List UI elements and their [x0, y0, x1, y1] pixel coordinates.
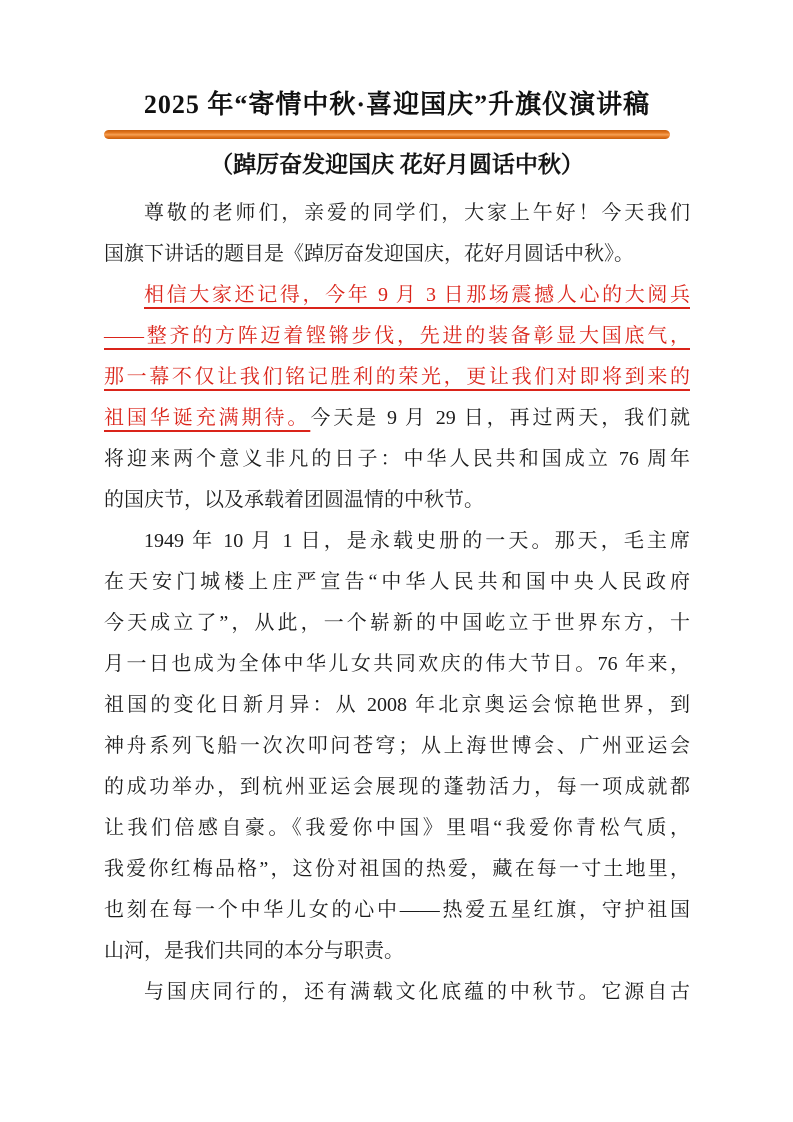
text-line	[104, 767, 690, 808]
text-segment: 我爱你红梅品格”，这份对祖国的热爱，藏在每一寸土地里，	[104, 858, 690, 880]
text-segment: 山河，是我们共同的本分与职责。	[104, 940, 404, 962]
highlighted-text-segment: 祖国华诞充满期待。	[104, 407, 311, 429]
text-segment: 在天安门城楼上庄严宣告“中华人民共和国中央人民政府	[104, 571, 690, 593]
text-line	[104, 521, 690, 562]
text-segment: 今天是 9 月 29 日，再过两天，我们就	[310, 407, 691, 429]
text-line	[104, 603, 690, 644]
text-segment: 1949 年 10 月 1 日，是永载史册的一天。那天，毛主席	[144, 530, 690, 552]
text-segment: 祖国的变化日新月异：从 2008 年北京奥运会惊艳世界，到	[104, 694, 690, 716]
text-line	[104, 275, 690, 316]
document-title: 2025 年“寄情中秋·喜迎国庆”升旗仪演讲稿	[143, 90, 651, 119]
text-segment: 的成功举办，到杭州亚运会展现的蓬勃活力，每一项成就都	[104, 776, 690, 798]
title-divider	[104, 130, 670, 139]
text-line	[104, 972, 690, 1013]
text-line	[104, 234, 690, 275]
text-segment: 让我们倍感自豪。《我爱你中国》里唱“我爱你青松气质，	[104, 817, 690, 839]
text-line	[104, 890, 690, 931]
text-line	[104, 808, 690, 849]
text-line	[104, 439, 690, 480]
text-segment: 国旗下讲话的题目是《踔厉奋发迎国庆，花好月圆话中秋》。	[104, 243, 634, 265]
document-body	[104, 193, 690, 1013]
text-line	[104, 398, 690, 439]
text-segment: 将迎来两个意义非凡的日子：中华人民共和国成立 76 周年	[104, 448, 690, 470]
text-line	[104, 316, 690, 357]
highlighted-text-segment: 相信大家还记得，今年 9 月 3 日那场震撼人心的大阅兵	[144, 284, 690, 306]
text-line	[104, 685, 690, 726]
document-subtitle: （踔厉奋发迎国庆 花好月圆话中秋）	[210, 152, 584, 177]
text-segment: 的国庆节，以及承载着团圆温情的中秋节。	[104, 489, 484, 511]
text-line	[104, 849, 690, 890]
page-content	[104, 0, 690, 1013]
highlighted-text-segment: 那一幕不仅让我们铭记胜利的荣光，更让我们对即将到来的	[104, 366, 690, 388]
text-segment: 月一日也成为全体中华儿女共同欢庆的伟大节日。76 年来，	[104, 653, 690, 675]
text-line	[104, 357, 690, 398]
text-line	[104, 726, 690, 767]
text-segment: 今天成立了”，从此，一个崭新的中国屹立于世界东方，十	[104, 612, 690, 634]
text-segment: 也刻在每一个中华儿女的心中——热爱五星红旗，守护祖国	[104, 899, 690, 921]
text-line	[104, 480, 690, 521]
highlighted-text-segment: ——整齐的方阵迈着铿锵步伐，先进的装备彰显大国底气，	[104, 325, 690, 347]
text-line	[104, 931, 690, 972]
text-line	[104, 562, 690, 603]
text-line	[104, 193, 690, 234]
text-line	[104, 644, 690, 685]
text-segment: 与国庆同行的，还有满载文化底蕴的中秋节。它源自古	[144, 981, 690, 1003]
text-segment: 神舟系列飞船一次次叩问苍穹；从上海世博会、广州亚运会	[104, 735, 690, 757]
text-segment: 尊敬的老师们，亲爱的同学们，大家上午好！今天我们	[144, 202, 690, 224]
